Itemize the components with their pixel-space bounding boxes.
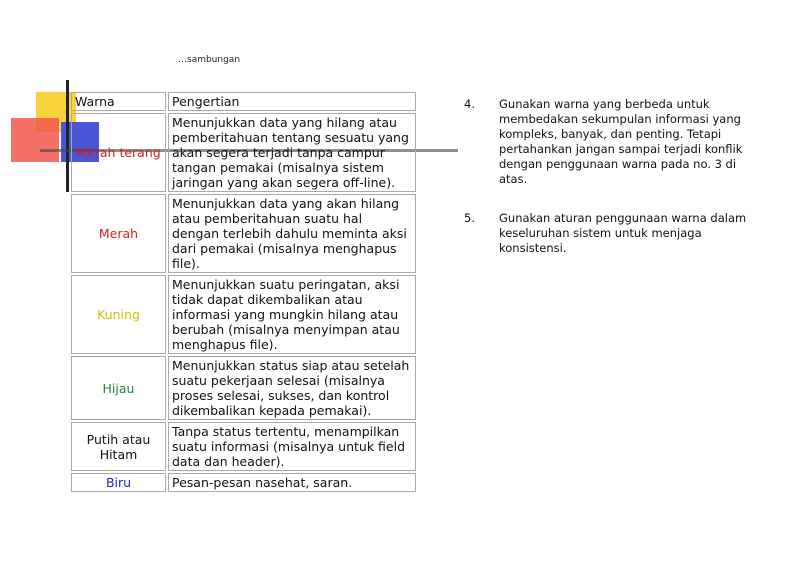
table-row [71,194,416,273]
list-item-text: Gunakan aturan penggunaan warna dalam keseluruhan sistem untuk menjaga konsistensi. [499,211,747,255]
table-row [71,113,416,192]
color-label: Biru [105,475,132,490]
decor-red-square [11,118,59,162]
row-color-cell [71,356,166,420]
color-label: Hijau [102,380,135,396]
row-meaning-cell: Menunjukkan data yang hilang atau pemberitahuan tentang sesuatu yang akan segera terjadi tanpa campur tangan pemakai (misalnya sistem jaringan yang akan segera off-line). [168,113,416,192]
row-meaning-cell: Pesan-pesan nasehat, saran. [168,473,416,492]
color-label: Kuning [97,307,140,322]
color-label: Merah [98,226,139,241]
list-item [464,97,764,187]
color-label: Putih atau Hitam [86,431,151,462]
list-item-number: 5. [464,211,475,225]
row-meaning-cell: Menunjukkan status siap atau setelah suatu pekerjaan selesai (misalnya proses selesai, sukses, dan kontrol dikembalikan kepada pemakai). [168,356,416,420]
row-color-cell [71,275,166,354]
table-header-row [71,92,416,111]
row-color-cell [71,113,166,192]
table-row [71,473,416,492]
table-row [71,356,416,420]
row-meaning-cell: Menunjukkan data yang akan hilang atau pemberitahuan suatu hal dengan terlebih dahulu meminta aksi dari pemakai (misalnya menghapus file). [168,194,416,273]
color-label: Merah terang [76,145,161,160]
row-color-cell [71,473,166,492]
row-color-cell [71,422,166,471]
list-item [464,211,764,256]
color-meaning-table [69,90,418,494]
list-item-text: Gunakan warna yang berbeda untuk membedakan sekumpulan informasi yang kompleks, banyak, dan penting. Tetapi pertahankan jangan sampai terjadi konflik dengan penggunaan warna pada no. 3 di atas. [499,97,743,186]
table-row [71,422,416,471]
header-color: Warna [71,92,166,111]
row-meaning-cell: Tanpa status tertentu, menampilkan suatu informasi (misalnya untuk field data dan header). [168,422,416,471]
table-row [71,275,416,354]
continuation-note: …sambungan [178,55,241,65]
guideline-list [464,97,764,280]
list-item-number: 4. [464,97,475,111]
header-meaning: Pengertian [168,92,416,111]
row-color-cell [71,194,166,273]
row-meaning-cell: Menunjukkan suatu peringatan, aksi tidak dapat dikembalikan atau informasi yang mungkin hilang atau berubah (misalnya menyimpan atau menghapus file). [168,275,416,354]
